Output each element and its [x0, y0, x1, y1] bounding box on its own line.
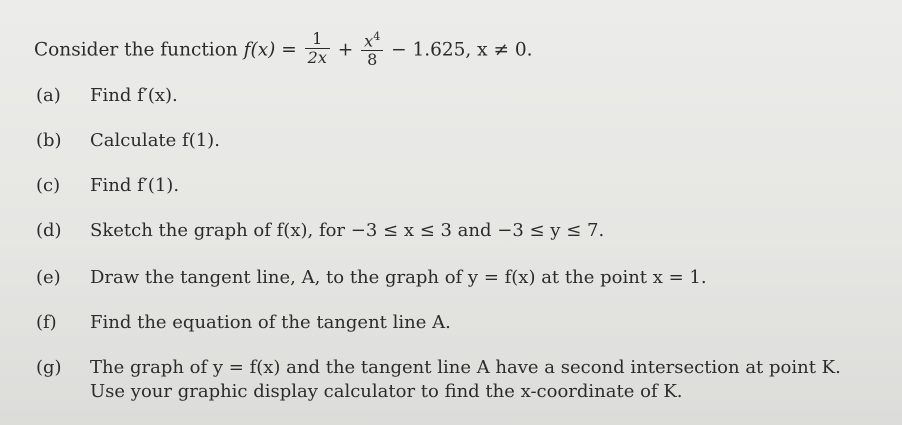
part-e	[36, 267, 707, 289]
part-d-label: (d)	[36, 220, 62, 241]
part-f	[36, 312, 451, 334]
intro-line	[34, 30, 533, 71]
fraction-one-over-2x	[305, 30, 330, 67]
fraction-2-numerator	[361, 28, 383, 50]
part-e-label: (e)	[36, 267, 61, 288]
part-f-text: Find the equation of the tangent line A.	[90, 312, 451, 333]
fraction-x4-over-8	[361, 28, 383, 69]
part-b	[36, 130, 220, 152]
plus-sign: +	[337, 39, 354, 61]
part-b-text: Calculate f(1).	[90, 130, 220, 151]
part-g-text: The graph of y = f(x) and the tangent line A have a second intersection at point K.	[90, 357, 841, 378]
part-c-text: Find f′(1).	[90, 175, 180, 196]
part-g-continuation: Use your graphic display calculator to find the x-coordinate of K.	[90, 381, 683, 402]
fraction-2-denominator: 8	[361, 50, 383, 69]
fraction-1-numerator: 1	[312, 29, 323, 49]
fraction-2-base: x	[364, 31, 374, 51]
fraction-1-denominator: 2x	[305, 48, 330, 67]
part-f-label: (f)	[36, 312, 57, 333]
part-c	[36, 175, 179, 197]
part-d-text: Sketch the graph of f(x), for −3 ≤ x ≤ 3 and −3 ≤ y ≤ 7.	[90, 220, 605, 241]
part-c-label: (c)	[36, 175, 61, 196]
intro-lead: Consider the function	[34, 39, 238, 61]
part-a	[36, 85, 178, 107]
part-b-label: (b)	[36, 130, 62, 151]
part-a-label: (a)	[36, 85, 61, 106]
part-d	[36, 220, 604, 242]
part-a-text: Find f′(x).	[90, 85, 178, 106]
part-g-label: (g)	[36, 357, 62, 378]
intro-function-name: f(x) =	[243, 39, 297, 61]
fraction-2-exponent: 4	[373, 30, 381, 43]
part-g	[36, 357, 841, 379]
part-e-text: Draw the tangent line, A, to the graph of y = f(x) at the point x = 1.	[90, 267, 707, 288]
intro-tail: − 1.625, x ≠ 0.	[391, 39, 533, 61]
